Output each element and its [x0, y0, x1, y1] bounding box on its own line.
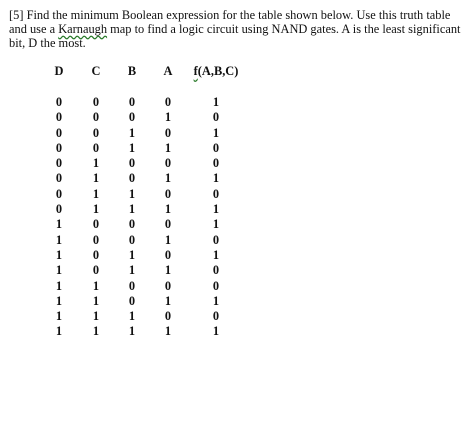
table-row: [40, 309, 246, 324]
table-row: [40, 294, 246, 309]
cell-d: 0: [55, 171, 63, 186]
cell-d: 0: [55, 125, 63, 140]
cell-a: 1: [164, 232, 172, 247]
cell-c: 1: [92, 278, 100, 293]
truth-table-header-row: [40, 64, 246, 80]
cell-b: 1: [128, 186, 136, 201]
cell-c: 0: [92, 125, 100, 140]
cell-f: 1: [212, 247, 220, 262]
cell-f: 1: [212, 125, 220, 140]
truth-table: [40, 64, 246, 340]
cell-a: 0: [164, 125, 172, 140]
table-row: [40, 126, 246, 141]
cell-a: 1: [164, 293, 172, 308]
header-d: D: [54, 64, 64, 79]
cell-f: 1: [212, 293, 220, 308]
cell-b: 0: [128, 156, 136, 171]
table-row: [40, 141, 246, 156]
header-spacer: [40, 80, 246, 95]
cell-c: 0: [92, 217, 100, 232]
header-b: B: [127, 64, 137, 79]
cell-c: 0: [92, 140, 100, 155]
cell-b: 1: [128, 247, 136, 262]
cell-a: 0: [164, 186, 172, 201]
cell-c: 1: [92, 156, 100, 171]
cell-b: 1: [128, 324, 136, 339]
cell-b: 1: [128, 309, 136, 324]
table-row: [40, 324, 246, 339]
problem-text-start: Find the minimum Boolean expression for the table shown below. Use this truth table and use a: [9, 8, 451, 36]
table-row: [40, 202, 246, 217]
problem-statement: [9, 8, 469, 50]
cell-d: 1: [55, 263, 63, 278]
table-row: [40, 279, 246, 294]
table-row: [40, 110, 246, 125]
cell-d: 1: [55, 232, 63, 247]
cell-d: 1: [55, 309, 63, 324]
cell-d: 0: [55, 140, 63, 155]
cell-c: 1: [92, 202, 100, 217]
cell-a: 0: [164, 95, 172, 109]
cell-f: 0: [212, 110, 220, 125]
cell-a: 1: [164, 324, 172, 339]
cell-a: 1: [164, 263, 172, 278]
karnaugh-keyword: Karnaugh: [58, 22, 108, 36]
cell-a: 0: [164, 247, 172, 262]
cell-b: 1: [128, 202, 136, 217]
cell-b: 0: [128, 95, 136, 109]
cell-c: 1: [92, 186, 100, 201]
cell-f: 1: [212, 95, 220, 109]
cell-f: 0: [212, 263, 220, 278]
function-name: f: [193, 64, 198, 79]
cell-f: 0: [212, 140, 220, 155]
header-function: [186, 64, 246, 80]
cell-a: 0: [164, 156, 172, 171]
cell-b: 0: [128, 293, 136, 308]
truth-table-body: [40, 95, 246, 340]
table-row: [40, 217, 246, 232]
header-c: C: [91, 64, 101, 79]
cell-f: 1: [212, 217, 220, 232]
cell-c: 0: [92, 247, 100, 262]
cell-c: 0: [92, 95, 100, 109]
cell-a: 1: [164, 110, 172, 125]
table-row: [40, 233, 246, 248]
table-row: [40, 156, 246, 171]
cell-f: 0: [212, 278, 220, 293]
cell-d: 1: [55, 217, 63, 232]
cell-d: 1: [55, 247, 63, 262]
cell-c: 1: [92, 293, 100, 308]
cell-f: 0: [212, 232, 220, 247]
cell-b: 1: [128, 140, 136, 155]
cell-f: 0: [212, 156, 220, 171]
cell-d: 0: [55, 186, 63, 201]
cell-c: 1: [92, 171, 100, 186]
cell-a: 1: [164, 140, 172, 155]
cell-d: 0: [55, 110, 63, 125]
cell-c: 1: [92, 324, 100, 339]
cell-b: 0: [128, 232, 136, 247]
cell-d: 0: [55, 95, 63, 109]
cell-b: 1: [128, 263, 136, 278]
cell-f: 1: [212, 324, 220, 339]
cell-d: 0: [55, 202, 63, 217]
cell-b: 0: [128, 278, 136, 293]
cell-a: 1: [164, 171, 172, 186]
cell-f: 1: [212, 171, 220, 186]
cell-f: 1: [212, 202, 220, 217]
table-row: [40, 171, 246, 186]
cell-b: 0: [128, 217, 136, 232]
header-a: A: [163, 64, 173, 79]
cell-b: 0: [128, 171, 136, 186]
table-row: [40, 187, 246, 202]
cell-b: 1: [128, 125, 136, 140]
cell-f: 0: [212, 186, 220, 201]
cell-d: 1: [55, 278, 63, 293]
table-row: [40, 263, 246, 278]
problem-text-end: map to find a logic circuit using NAND gates. A is the least significant bit, D the most.: [9, 22, 461, 50]
table-row: [40, 95, 246, 110]
cell-a: 0: [164, 278, 172, 293]
cell-a: 0: [164, 217, 172, 232]
cell-d: 1: [55, 324, 63, 339]
function-args: (A,B,C): [197, 64, 239, 79]
cell-c: 0: [92, 232, 100, 247]
cell-a: 1: [164, 202, 172, 217]
table-row: [40, 248, 246, 263]
cell-a: 0: [164, 309, 172, 324]
cell-d: 1: [55, 293, 63, 308]
cell-b: 0: [128, 110, 136, 125]
cell-c: 0: [92, 263, 100, 278]
problem-number: [5]: [9, 8, 24, 22]
cell-c: 0: [92, 110, 100, 125]
cell-f: 0: [212, 309, 220, 324]
cell-c: 1: [92, 309, 100, 324]
cell-d: 0: [55, 156, 63, 171]
